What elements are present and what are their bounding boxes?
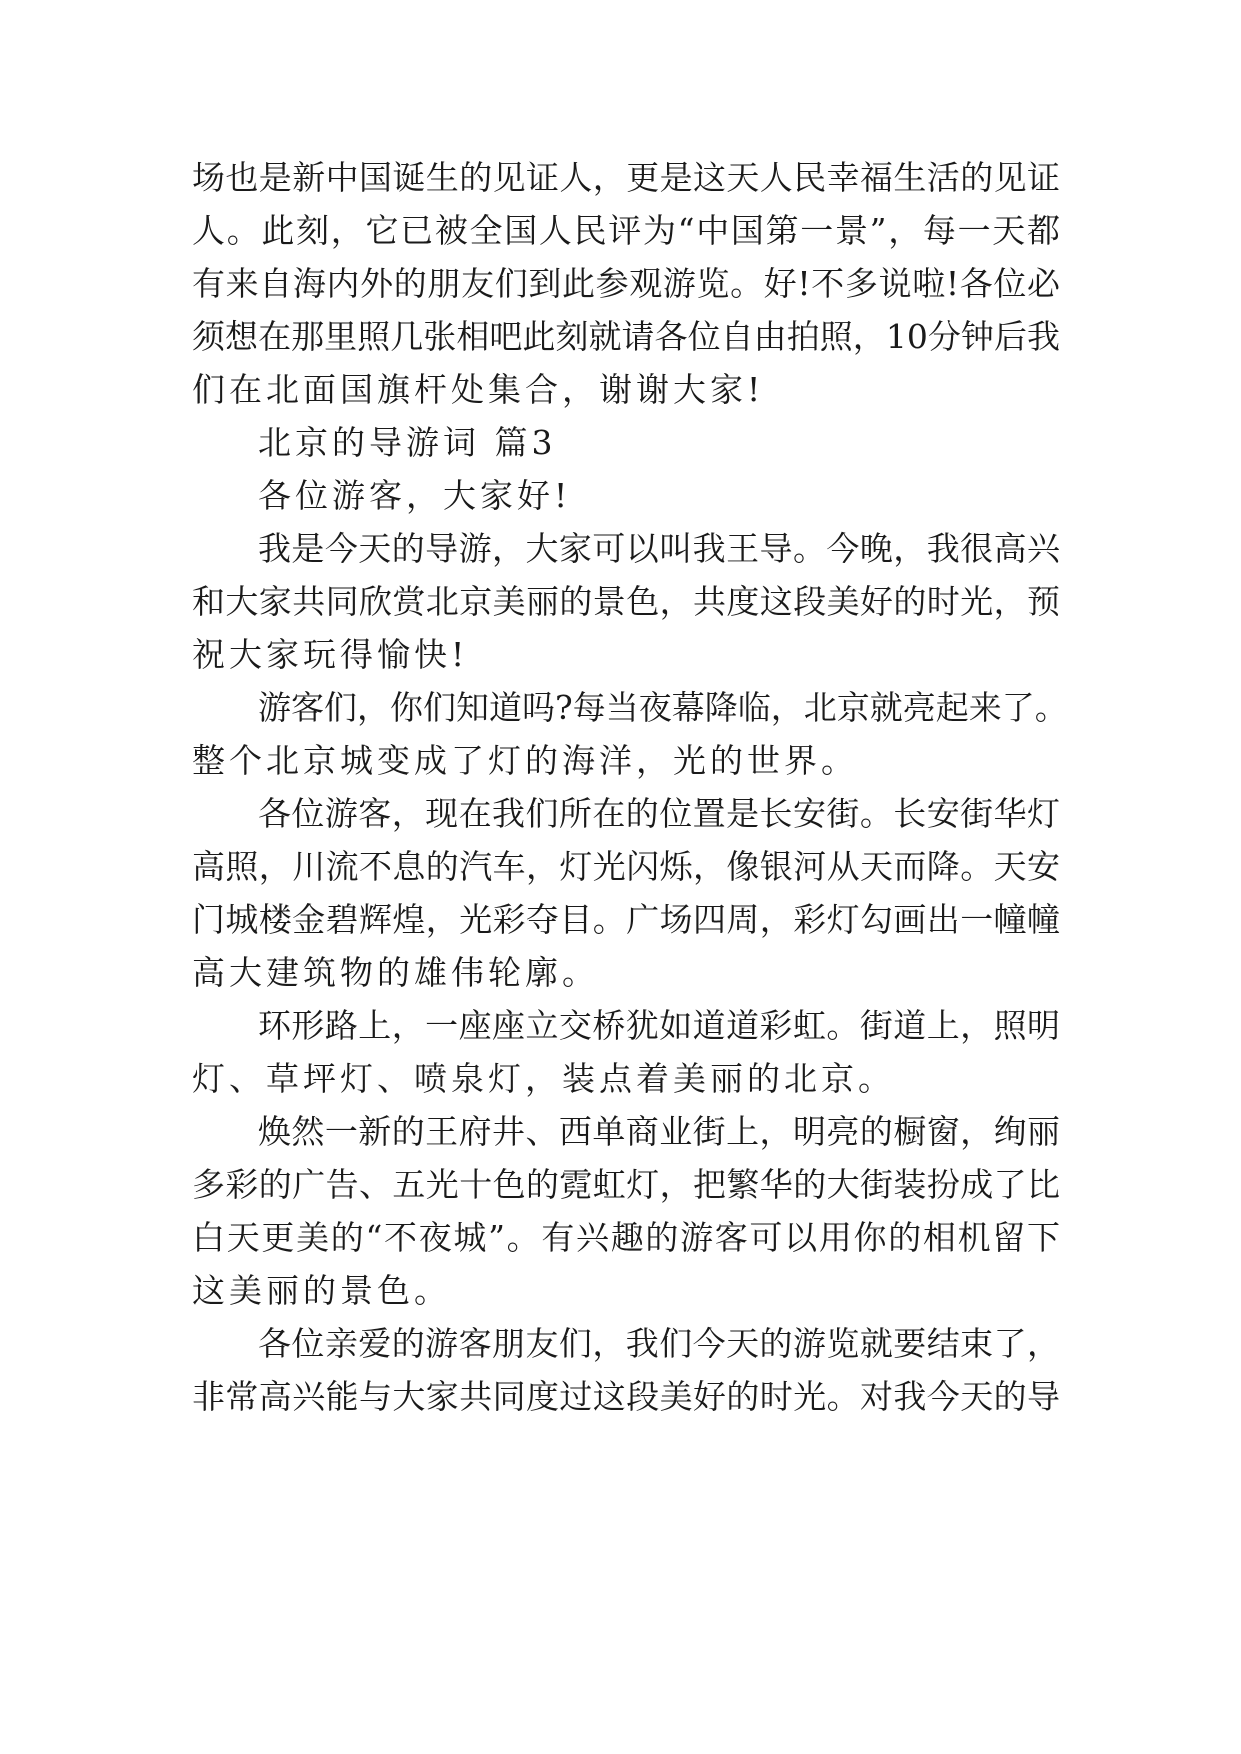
section-heading: 北京的导游词 篇3 xyxy=(258,423,557,462)
text-line: 人。此刻，它已被全国人民评为“中国第一景”，每一天都 xyxy=(192,211,1060,250)
text-line: 游客们，你们知道吗?每当夜幕降临，北京就亮起来了。 xyxy=(258,688,1068,727)
text-line: 有来自海内外的朋友们到此参观游览。好!不多说啦!各位必 xyxy=(192,264,1060,303)
text-line: 和大家共同欣赏北京美丽的景色，共度这段美好的时光，预 xyxy=(192,582,1060,621)
text-line: 各位亲爱的游客朋友们，我们今天的游览就要结束了， xyxy=(258,1324,1060,1363)
text-line: 各位游客，现在我们所在的位置是长安街。长安街华灯 xyxy=(258,794,1060,833)
text-line: 整个北京城变成了灯的海洋，光的世界。 xyxy=(192,741,858,780)
text-line: 门城楼金碧辉煌，光彩夺目。广场四周，彩灯勾画出一幢幢 xyxy=(192,900,1060,939)
text-line: 高照，川流不息的汽车，灯光闪烁，像银河从天而降。天安 xyxy=(192,847,1060,886)
greeting-line: 各位游客，大家好! xyxy=(258,476,572,515)
text-line: 环形路上，一座座立交桥犹如道道彩虹。街道上，照明 xyxy=(258,1006,1060,1045)
text-line: 焕然一新的王府井、西单商业街上，明亮的橱窗，绚丽 xyxy=(258,1112,1060,1151)
text-line: 们在北面国旗杆处集合，谢谢大家! xyxy=(192,370,765,409)
text-line: 白天更美的“不夜城”。有兴趣的游客可以用你的相机留下 xyxy=(192,1218,1060,1257)
text-line: 须想在那里照几张相吧此刻就请各位自由拍照，10分钟后我 xyxy=(192,317,1060,356)
text-line: 祝大家玩得愉快! xyxy=(192,635,469,674)
text-line: 高大建筑物的雄伟轮廓。 xyxy=(192,953,599,992)
text-line: 非常高兴能与大家共同度过这段美好的时光。对我今天的导 xyxy=(192,1377,1060,1416)
text-line: 我是今天的导游，大家可以叫我王导。今晚，我很高兴 xyxy=(258,529,1060,568)
text-line: 多彩的广告、五光十色的霓虹灯，把繁华的大街装扮成了比 xyxy=(192,1165,1060,1204)
text-line: 这美丽的景色。 xyxy=(192,1271,451,1310)
text-line: 灯、草坪灯、喷泉灯，装点着美丽的北京。 xyxy=(192,1059,895,1098)
text-line: 场也是新中国诞生的见证人，更是这天人民幸福生活的见证 xyxy=(192,158,1060,197)
